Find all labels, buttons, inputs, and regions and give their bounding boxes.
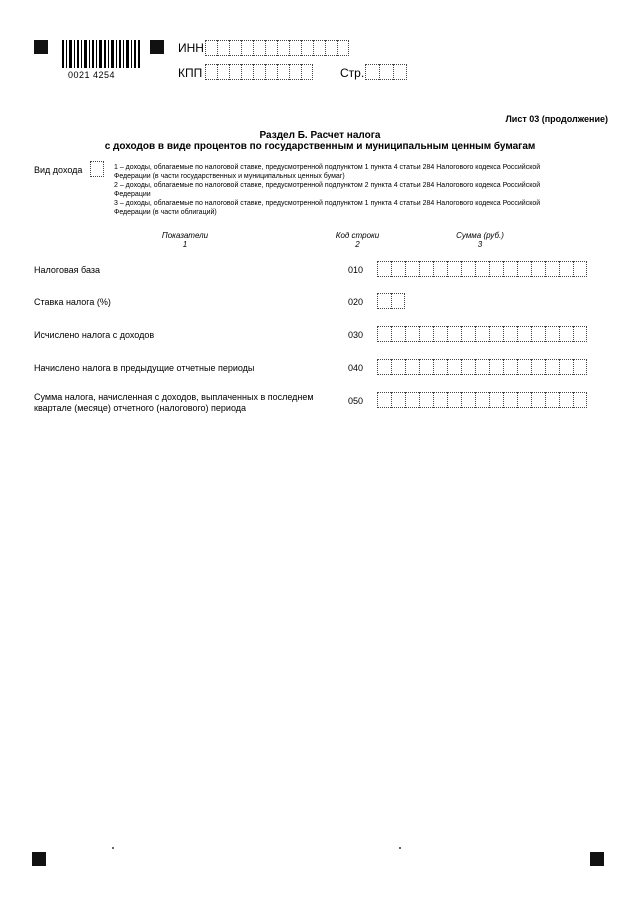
- entry-cell[interactable]: [545, 261, 559, 277]
- entry-cell[interactable]: [379, 64, 393, 80]
- entry-cell[interactable]: [391, 326, 405, 342]
- barcode: [62, 40, 140, 72]
- entry-cell[interactable]: [433, 392, 447, 408]
- row-label-tax-calculated: Исчислено налога с доходов: [34, 330, 155, 340]
- corner-marker-bottom-left: [32, 852, 46, 866]
- entry-cell[interactable]: [559, 392, 573, 408]
- income-type-label: Вид дохода: [34, 165, 83, 175]
- kpp-label: КПП: [178, 66, 203, 80]
- entry-cell[interactable]: [393, 64, 407, 80]
- entry-cell[interactable]: [447, 326, 461, 342]
- entry-cell[interactable]: [503, 326, 517, 342]
- entry-cell[interactable]: [419, 326, 433, 342]
- entry-cell[interactable]: [365, 64, 379, 80]
- entry-cell[interactable]: [573, 261, 587, 277]
- entry-cell[interactable]: [419, 392, 433, 408]
- entry-cell[interactable]: [475, 326, 489, 342]
- entry-cell[interactable]: [241, 40, 253, 56]
- entry-cell[interactable]: [217, 40, 229, 56]
- entry-cell[interactable]: [573, 359, 587, 375]
- entry-cell[interactable]: [229, 64, 241, 80]
- registration-dot: [112, 847, 114, 849]
- corner-marker-bottom-right: [590, 852, 604, 866]
- row-code: 050: [348, 396, 364, 406]
- entry-cell[interactable]: [573, 392, 587, 408]
- entry-cell[interactable]: [301, 64, 313, 80]
- entry-cell[interactable]: [489, 261, 503, 277]
- corner-marker-top-middle: [150, 40, 164, 54]
- entry-cell[interactable]: [205, 40, 217, 56]
- inn-field[interactable]: [205, 40, 349, 56]
- row-label-tax-last-quarter: Сумма налога, начисленная с доходов, выплаченных в последнем квартале (месяце) отчетного (налогового) периода: [34, 392, 314, 413]
- entry-cell[interactable]: [325, 40, 337, 56]
- entry-cell[interactable]: [419, 261, 433, 277]
- page-number-field[interactable]: [365, 64, 407, 80]
- entry-cell[interactable]: [531, 261, 545, 277]
- entry-cell[interactable]: [433, 326, 447, 342]
- entry-cell[interactable]: [503, 392, 517, 408]
- entry-cell[interactable]: [531, 326, 545, 342]
- entry-cell[interactable]: [253, 64, 265, 80]
- entry-cell[interactable]: [475, 392, 489, 408]
- entry-cell[interactable]: [377, 261, 391, 277]
- entry-cell[interactable]: [405, 261, 419, 277]
- column-title: Показатели: [161, 231, 209, 240]
- registration-dot: [399, 847, 401, 849]
- entry-cell[interactable]: [545, 326, 559, 342]
- entry-cell[interactable]: [517, 359, 531, 375]
- entry-cell[interactable]: [447, 392, 461, 408]
- entry-cell[interactable]: [391, 359, 405, 375]
- row-code: 030: [348, 330, 364, 340]
- row-code: 020: [348, 297, 364, 307]
- tax-previous-periods-field[interactable]: [377, 359, 587, 375]
- entry-cell[interactable]: [337, 40, 349, 56]
- entry-cell[interactable]: [419, 359, 433, 375]
- column-header-indicators: [120, 231, 250, 249]
- sheet-label: Лист 03 (продолжение): [505, 114, 608, 124]
- entry-cell[interactable]: [489, 326, 503, 342]
- entry-cell[interactable]: [265, 40, 277, 56]
- corner-marker-top-left: [34, 40, 48, 54]
- entry-cell[interactable]: [301, 40, 313, 56]
- column-number: 3: [477, 240, 483, 249]
- tax-last-quarter-field[interactable]: [377, 392, 587, 408]
- entry-cell[interactable]: [90, 161, 104, 177]
- entry-cell[interactable]: [265, 64, 277, 80]
- entry-cell[interactable]: [559, 261, 573, 277]
- entry-cell[interactable]: [517, 261, 531, 277]
- column-number: 1: [182, 240, 188, 249]
- entry-cell[interactable]: [573, 326, 587, 342]
- entry-cell[interactable]: [391, 293, 405, 309]
- entry-cell[interactable]: [405, 326, 419, 342]
- section-subtitle: с доходов в виде процентов по государственным и муниципальным ценным бумагам: [104, 141, 536, 152]
- row-label-tax-base: Налоговая база: [34, 265, 100, 275]
- entry-cell[interactable]: [447, 261, 461, 277]
- entry-cell[interactable]: [503, 359, 517, 375]
- entry-cell[interactable]: [531, 392, 545, 408]
- entry-cell[interactable]: [377, 359, 391, 375]
- income-type-field[interactable]: [90, 161, 104, 177]
- entry-cell[interactable]: [241, 64, 253, 80]
- entry-cell[interactable]: [277, 40, 289, 56]
- entry-cell[interactable]: [433, 261, 447, 277]
- entry-cell[interactable]: [433, 359, 447, 375]
- column-number: 2: [355, 240, 360, 249]
- page-label: Стр.: [340, 66, 365, 80]
- entry-cell[interactable]: [289, 40, 301, 56]
- entry-cell[interactable]: [405, 359, 419, 375]
- entry-cell[interactable]: [545, 392, 559, 408]
- entry-cell[interactable]: [405, 392, 419, 408]
- entry-cell[interactable]: [531, 359, 545, 375]
- column-title: Код строки: [335, 231, 380, 240]
- entry-cell[interactable]: [447, 359, 461, 375]
- column-header-code: [320, 231, 395, 249]
- entry-cell[interactable]: [475, 261, 489, 277]
- entry-cell[interactable]: [377, 293, 391, 309]
- entry-cell[interactable]: [503, 261, 517, 277]
- entry-cell[interactable]: [277, 64, 289, 80]
- entry-cell[interactable]: [461, 261, 475, 277]
- section-title: Раздел Б. Расчет налога: [259, 130, 381, 141]
- entry-cell[interactable]: [461, 392, 475, 408]
- entry-cell[interactable]: [391, 392, 405, 408]
- entry-cell[interactable]: [391, 261, 405, 277]
- entry-cell[interactable]: [517, 392, 531, 408]
- row-code: 010: [348, 265, 364, 275]
- entry-cell[interactable]: [489, 392, 503, 408]
- entry-cell[interactable]: [461, 359, 475, 375]
- row-label-tax-previous-periods: Начислено налога в предыдущие отчетные периоды: [34, 363, 255, 373]
- income-type-option-1: 1 – доходы, облагаемые по налоговой ставке, предусмотренной подпунктом 1 пункта 4 статьи 284 Налогового кодекса Российской Федерации (в части государственных и муниципальных ценных бумаг): [114, 164, 541, 180]
- tax-rate-field[interactable]: [377, 293, 405, 309]
- entry-cell[interactable]: [377, 392, 391, 408]
- column-title: Сумма (руб.): [456, 231, 504, 240]
- column-header-amount: [440, 231, 520, 249]
- entry-cell[interactable]: [313, 40, 325, 56]
- entry-cell[interactable]: [559, 326, 573, 342]
- entry-cell[interactable]: [205, 64, 217, 80]
- entry-cell[interactable]: [517, 326, 531, 342]
- entry-cell[interactable]: [461, 326, 475, 342]
- income-type-option-2: 2 – доходы, облагаемые по налоговой ставке, предусмотренной подпунктом 2 пункта 4 статьи 284 Налогового кодекса Российской Федерации: [114, 182, 541, 198]
- kpp-field[interactable]: [205, 64, 313, 80]
- barcode-number: 0021 4254: [68, 70, 116, 80]
- entry-cell[interactable]: [217, 64, 229, 80]
- entry-cell[interactable]: [289, 64, 301, 80]
- entry-cell[interactable]: [377, 326, 391, 342]
- row-label-tax-rate: Ставка налога (%): [34, 297, 111, 307]
- income-type-option-3: 3 – доходы, облагаемые по налоговой ставке, предусмотренной подпунктом 1 пункта 4 статьи 284 Налогового кодекса Российской Федерации (в части облигаций): [114, 200, 541, 216]
- entry-cell[interactable]: [253, 40, 265, 56]
- inn-label: ИНН: [178, 41, 204, 55]
- entry-cell[interactable]: [475, 359, 489, 375]
- row-code: 040: [348, 363, 364, 373]
- tax-calculated-field[interactable]: [377, 326, 587, 342]
- entry-cell[interactable]: [559, 359, 573, 375]
- entry-cell[interactable]: [229, 40, 241, 56]
- entry-cell[interactable]: [545, 359, 559, 375]
- tax-base-field[interactable]: [377, 261, 587, 277]
- entry-cell[interactable]: [489, 359, 503, 375]
